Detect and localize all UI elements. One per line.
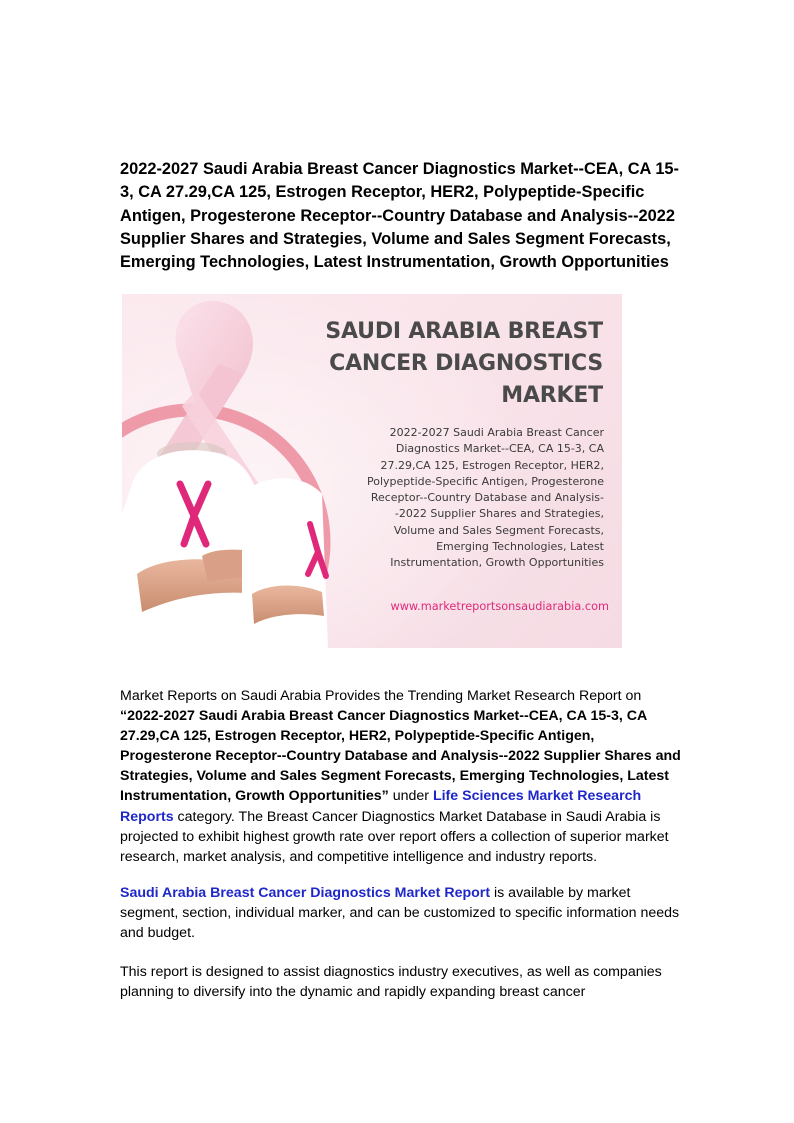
availability-text: is available by market segment, section, individual marker, and can be customized to specific information needs and budget.: [120, 885, 680, 942]
report-title-quote: “2022-2027 Saudi Arabia Breast Cancer Diagnostics Market--CEA, CA 15-3, CA 27.29,CA 125, Estrogen Receptor, HER2, Polypeptide-Specific Antigen, Progesterone Receptor--Country Database and Analysis--2022 Supplier Shares and Strategies, Volume and Sales Segment Forecasts, Emerging Technologies, Latest Instrumentation, Growth Opportunities”: [120, 708, 681, 805]
person-illustration-right: [242, 478, 328, 648]
banner-heading-line: SAUDI ARABIA BREAST: [325, 319, 603, 344]
intro-text: Market Reports on Saudi Arabia Provides the Trending Market Research Report on: [120, 688, 642, 704]
purpose-paragraph: This report is designed to assist diagnostics industry executives, as well as companies planning to diversify into the dynamic and rapidly expanding breast cancer: [120, 964, 662, 1001]
market-report-link[interactable]: Saudi Arabia Breast Cancer Diagnostics Market Report: [120, 885, 491, 901]
banner-subtitle: 2022-2027 Saudi Arabia Breast Cancer Diagnostics Market--CEA, CA 15-3, CA 27.29,CA 125, Estrogen Receptor, HER2, Polypeptide-Specific Antigen, Progesterone Receptor--Country Database and Analysis--2022 Supplier Shares and Strategies, Volume and Sales Segment Forecasts, Emerging Technologies, Latest Instrumentation, Growth Opportunities: [366, 426, 604, 570]
banner-url: www.marketreportsonsaudiarabia.com: [390, 600, 609, 613]
document-title: 2022-2027 Saudi Arabia Breast Cancer Diagnostics Market--CEA, CA 15-3, CA 27.29,CA 125, Estrogen Receptor, HER2, Polypeptide-Specific Antigen, Progesterone Receptor--Country Database and Analysis--2022 Supplier Shares and Strategies, Volume and Sales Segment Forecasts, Emerging Technologies, Latest Instrumentation, Growth Opportunities: [120, 160, 680, 272]
intro-paragraph: [120, 686, 685, 867]
under-text: under: [388, 788, 433, 805]
availability-paragraph: [120, 883, 685, 943]
banner-heading: [303, 316, 603, 412]
report-banner: [122, 294, 622, 648]
banner-heading-line: MARKET: [501, 383, 603, 408]
life-sciences-category-link[interactable]: Life Sciences Market Research Reports: [120, 788, 642, 825]
intro-rest-text: category. The Breast Cancer Diagnostics Market Database in Saudi Arabia is projected to exhibit highest growth rate over report offers a collection of superior market research, market analysis, and competitive intelligence and industry reports.: [120, 808, 669, 865]
banner-heading-line: CANCER DIAGNOSTICS: [329, 351, 603, 376]
